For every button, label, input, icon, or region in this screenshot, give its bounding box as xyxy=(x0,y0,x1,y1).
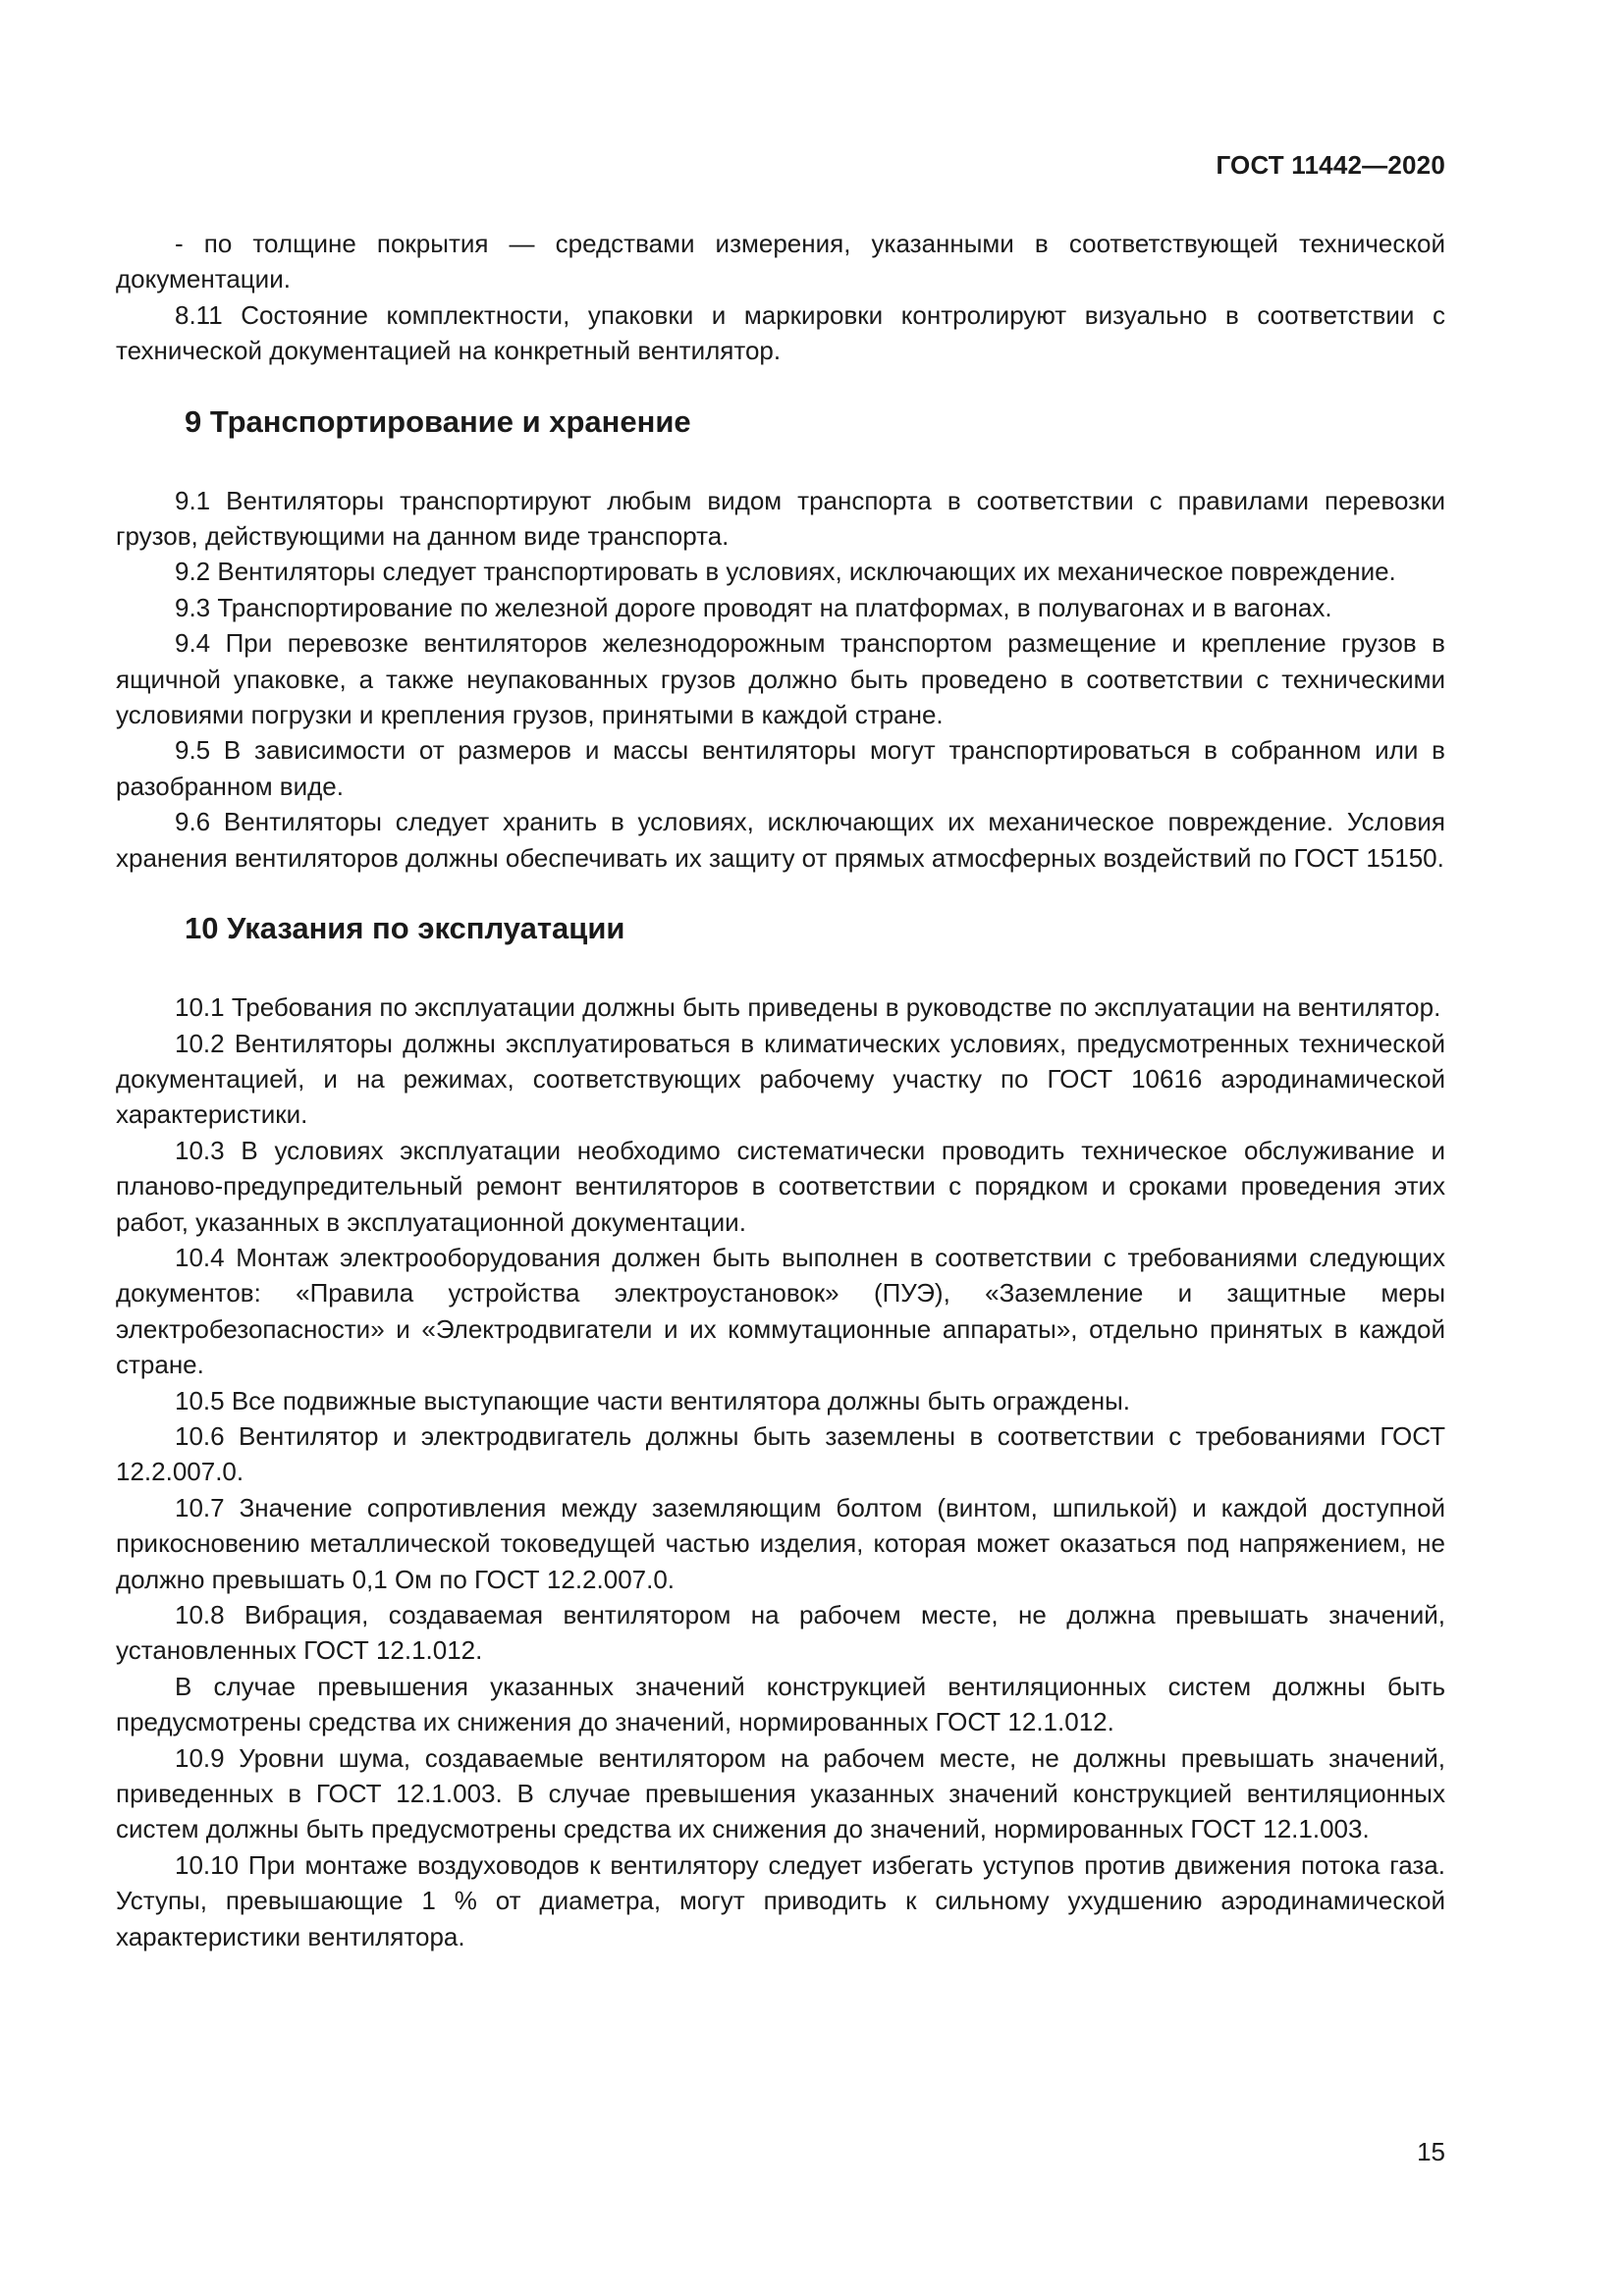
paragraph: 10.3 В условиях эксплуатации необходимо систематически проводить техническое обслуживание и планово-предупредительный ремонт вентиляторов в соответствии с порядком и сроками проведения этих работ, указанных в эксплуатационной документации. xyxy=(116,1135,1445,1237)
paragraph: 10.1 Требования по эксплуатации должны быть приведены в руководстве по эксплуатации на вентилятор. xyxy=(175,992,1441,1023)
paragraph: 10.10 При монтаже воздуховодов к вентилятору следует избегать уступов против движения потока газа. Уступы, превышающие 1 % от диаметра, могут приводить к сильному ухудшению аэродинамической характеристики вентилятора. xyxy=(116,1849,1445,1951)
paragraph: 10.2 Вентиляторы должны эксплуатироваться в климатических условиях, предусмотренных технической документацией, и на режимах, соответствующих рабочему участку по ГОСТ 10616 аэродинамической характеристики. xyxy=(116,1028,1445,1130)
paragraph: 8.11 Состояние комплектности, упаковки и маркировки контролируют визуально в соответствии с технической документацией на конкретный вентилятор. xyxy=(116,299,1445,366)
paragraph: 9.3 Транспортирование по железной дороге проводят на платформах, в полувагонах и в вагонах. xyxy=(175,592,1332,622)
paragraph: 10.5 Все подвижные выступающие части вентилятора должны быть ограждены. xyxy=(175,1385,1130,1415)
section-heading-9: 9 Транспортирование и хранение xyxy=(185,403,691,439)
paragraph: 9.4 При перевозке вентиляторов железнодорожным транспортом размещение и крепление грузов в ящичной упаковке, а также неупакованных грузов должно быть проведено в соответствии с техническими условиями погрузки и крепления грузов, принятыми в каждой стране. xyxy=(116,628,1445,730)
page-number: 15 xyxy=(1417,2137,1445,2166)
paragraph: 10.6 Вентилятор и электродвигатель должны быть заземлены в соответствии с требованиями ГОСТ 12.2.007.0. xyxy=(116,1420,1445,1487)
paragraph: 9.5 В зависимости от размеров и массы вентиляторы могут транспортироваться в собранном или в разобранном виде. xyxy=(116,735,1445,801)
paragraph: 10.8 Вибрация, создаваемая вентилятором на рабочем месте, не должна превышать значений, установленных ГОСТ 12.1.012. xyxy=(116,1600,1445,1666)
paragraph: 9.6 Вентиляторы следует хранить в условиях, исключающих их механическое повреждение. Условия хранения вентиляторов должны обеспечивать их защиту от прямых атмосферных воздействий по ГОСТ 15150. xyxy=(116,807,1445,873)
paragraph: 10.9 Уровни шума, создаваемые вентилятором на рабочем месте, не должны превышать значений, приведенных в ГОСТ 12.1.003. В случае превышения указанных значений конструкцией вентиляционных систем должны быть предусмотрены средства их снижения до значений, нормированных ГОСТ 12.1.003. xyxy=(116,1742,1445,1844)
paragraph: В случае превышения указанных значений конструкцией вентиляционных систем должны быть предусмотрены средства их снижения до значений, нормированных ГОСТ 12.1.012. xyxy=(116,1671,1445,1737)
paragraph: 9.1 Вентиляторы транспортируют любым видом транспорта в соответствии с правилами перевозки грузов, действующими на данном виде транспорта. xyxy=(116,485,1445,552)
section-heading-10: 10 Указания по эксплуатации xyxy=(185,911,625,946)
document-body xyxy=(116,226,1445,1954)
paragraph: 10.7 Значение сопротивления между заземляющим болтом (винтом, шпилькой) и каждой доступной прикосновению металлической токоведущей частью изделия, которая может оказаться под напряжением, не должно превышать 0,1 Ом по ГОСТ 12.2.007.0. xyxy=(116,1492,1445,1594)
paragraph: 10.4 Монтаж электрооборудования должен быть выполнен в соответствии с требованиями следующих документов: «Правила устройства электроустановок» (ПУЭ), «Заземление и защитные меры электробезопасности» и «Электродвигатели и их коммутационные аппараты», отдельно принятых в каждой стране. xyxy=(116,1242,1445,1380)
paragraph: - по толщине покрытия — средствами измерения, указанными в соответствующей технической документации. xyxy=(116,229,1445,294)
paragraph: 9.2 Вентиляторы следует транспортировать в условиях, исключающих их механическое повреждение. xyxy=(175,557,1396,587)
document-code: ГОСТ 11442—2020 xyxy=(1216,150,1445,180)
